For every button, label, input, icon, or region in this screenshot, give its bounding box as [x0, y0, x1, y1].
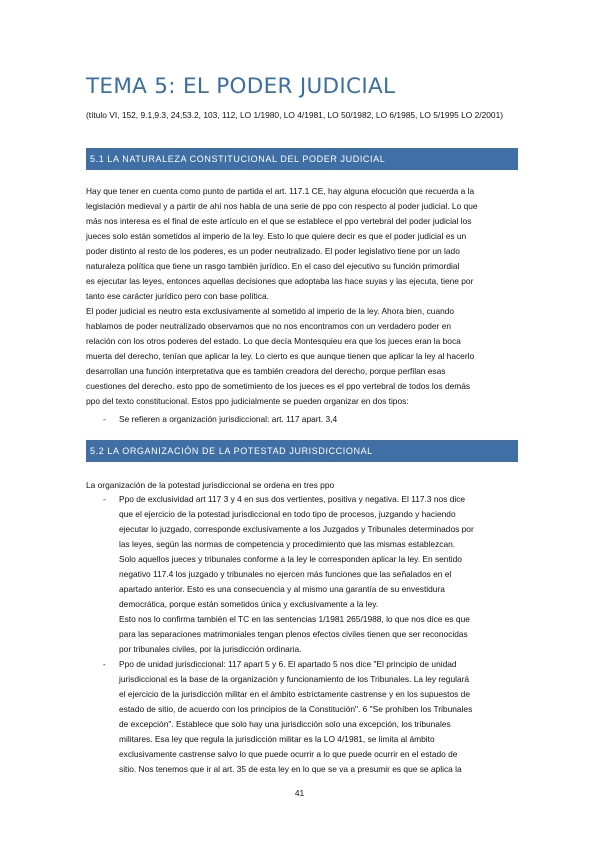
bullet-dash: -	[103, 414, 106, 424]
bullet-dash: -	[103, 494, 106, 504]
text-line: naturaleza política que tiene un rasgo también jurídico. En el caso del ejecutivo su función primordial	[86, 261, 460, 271]
text-line: para las separaciones matrimoniales tengan plenos efectos civiles tienen que ser reconocidas	[119, 629, 468, 639]
list-item	[86, 492, 518, 657]
document-subtitle: (título VI, 152, 9.1,9.3, 24,53.2, 103, 112, LO 1/1980, LO 4/1981, LO 50/1982, LO 6/1985, LO 5/1995 LO 2/2001)	[86, 110, 504, 120]
text-line: estado de sitio, de acuerdo con los principios de la Constitución". 6 "Se prohíben los Tribunales	[119, 704, 473, 714]
text-line: ppo del texto constitucional. Estos ppo judicialmente se pueden organizar en dos tipos:	[86, 396, 409, 406]
text-line: que el ejercicio de la potestad jurisdiccional en todo tipo de procesos, juzgando y haciendo	[119, 509, 456, 519]
text-line: hablamos de poder neutralizado observamos que no nos encontramos con un verdadero poder en	[86, 321, 452, 331]
text-line: más nos interesa es el final de este artículo en el que se establece el ppo vertebral del poder judicial los	[86, 216, 472, 226]
text-line: Solo aquellos jueces y tribunales conforme a la ley le corresponden aplicar la ley. En sentido	[119, 554, 462, 564]
text-line: por tribunales civiles, por la jurisdicción ordinaria.	[119, 644, 302, 654]
text-line: jurisdiccional es la base de la organización y funcionamiento de los Tribunales. La ley regulará	[119, 674, 470, 684]
text-line: el ejercicio de la jurisdicción militar en el ámbito estrictamente castrense y en los supuestos de	[119, 689, 470, 699]
section-5-1-paragraph	[86, 184, 518, 409]
text-line: legislación medieval y a partir de ahí nos habla de una serie de ppo con respecto al poder judicial. Lo que	[86, 201, 478, 211]
text-line: Hay que tener en cuenta como punto de partida el art. 117.1 CE, hay alguna elocución que recuerda a la	[86, 186, 475, 196]
list-item	[86, 657, 518, 777]
text-line: Esto nos lo confirma también el TC en las sentencias 1/1981 265/1988, lo que nos dice es que	[119, 614, 470, 624]
text-line: Ppo de exclusividad art 117 3 y 4 en sus dos vertientes, positiva y negativa. El 117.3 nos dice	[119, 494, 466, 504]
section-5-1-bullet-list	[86, 412, 518, 427]
text-line: es ejecutar las leyes, entonces aquellas decisiones que adoptaba las hace suyas y las ejecuta, tiene por	[86, 276, 474, 286]
page-number: 41	[294, 788, 305, 798]
text-line: sitio. Nos tenemos que ir al art. 35 de esta ley en lo que se va a presumir es que se aplica la	[119, 764, 462, 774]
document-title: TEMA 5: EL PODER JUDICIAL	[86, 74, 396, 99]
section-heading-5-2: 5.2 LA ORGANIZACIÓN DE LA POTESTAD JURISDICCIONAL	[86, 440, 518, 462]
text-line: democrática, porque están sometidos única y exclusivamente a la ley.	[119, 599, 379, 609]
list-item	[86, 412, 518, 427]
section-5-2-intro: La organización de la potestad jurisdiccional se ordena en tres ppo	[86, 480, 335, 490]
section-heading-5-1: 5.1 LA NATURALEZA CONSTITUCIONAL DEL PODER JUDICIAL	[86, 148, 518, 170]
text-line: tanto ese carácter jurídico pero con base política.	[86, 291, 269, 301]
text-line: jueces solo están sometidos al imperio de la ley. Esto lo que quiere decir es que el poder judicial es un	[86, 231, 467, 241]
text-line: de excepción". Establece que solo hay una jurisdicción solo una excepción, los tribunales	[119, 719, 451, 729]
section-5-2-bullet-list	[86, 492, 518, 777]
text-line: poder distinto al resto de los poderes, es un poder neutralizado. El poder legislativo tiene por un lado	[86, 246, 460, 256]
text-line: desarrollan una función interpretativa que es también creadora del derecho, porque perfilan esas	[86, 366, 446, 376]
text-line: apartado anterior. Esto es una consecuencia y al mismo una garantía de su envestidura	[119, 584, 445, 594]
text-line: las leyes, según las normas de competencia y procedimiento que las mismas establezcan.	[119, 539, 456, 549]
text-line: negativo 117.4 los juzgado y tribunales no ejercen más funciones que las señalados en el	[119, 569, 452, 579]
text-line: militares. Esa ley que regula la jurisdicción militar es la LO 4/1981, se limita al ámbito	[119, 734, 435, 744]
bullet-dash: -	[103, 659, 106, 669]
text-line: cuestiones del derecho. esto ppo de sometimiento de los jueces es el ppo vertebral de todos los demás	[86, 381, 471, 391]
text-line: Se refieren a organización jurisdiccional: art. 117 apart. 3,4	[119, 414, 338, 424]
text-line: El poder judicial es neutro esta exclusivamente al sometido al imperio de la ley. Ahora bien, cuando	[86, 306, 455, 316]
text-line: ejecutar lo juzgado, corresponde exclusivamente a los Juzgados y Tribunales determinados por	[119, 524, 474, 534]
text-line: Ppo de unidad jurisdiccional: 117 apart 5 y 6. El apartado 5 nos dice "El principio de unidad	[119, 659, 457, 669]
text-line: relación con los otros poderes del estado. Lo que decía Montesquieu era que los jueces eran la boca	[86, 336, 461, 346]
text-line: exclusivamente castrense salvo lo que puede ocurrir a lo que puede ocurrir en el estado de	[119, 749, 458, 759]
text-line: muerta del derecho, tenían que aplicar la ley. Lo cierto es que aunque tienen que aplicar la ley al hacerlo	[86, 351, 475, 361]
